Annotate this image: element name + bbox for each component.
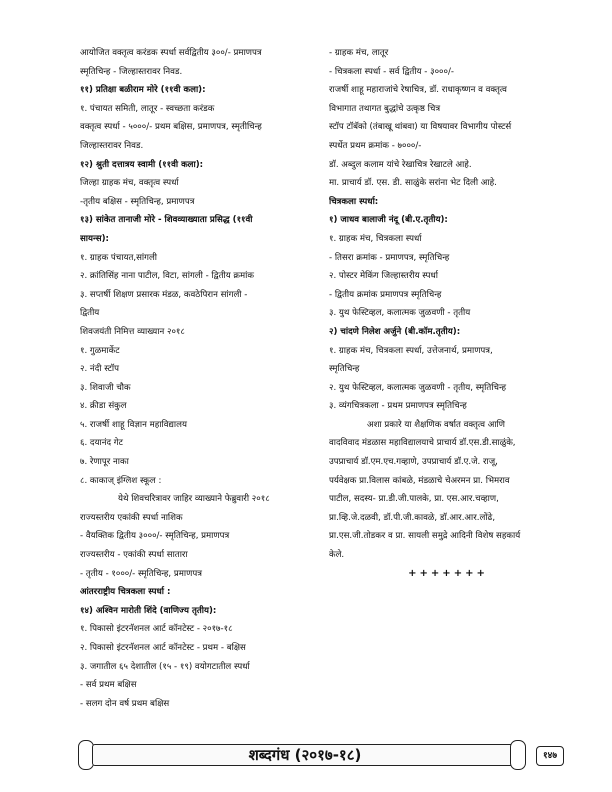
text-line: जिल्हास्तरावर निवड. (80, 140, 144, 151)
text-line: १. ग्राहक पंचायत,सांगली (80, 252, 158, 263)
scroll-right-ornament (510, 740, 526, 770)
text-line: ३. जगातील ६५ देशातील (१५ - १९) वयोगटातील स्पर्धा (80, 661, 250, 672)
text-line: ८. काकाज् इंग्लिश स्कूल : (80, 475, 162, 486)
end-mark: +++++++ (408, 567, 488, 579)
text-line: - वैयक्तिक द्वितीय ३०००/- स्मृतिचिन्ह, प्रमाणपत्र (80, 531, 230, 542)
closing-paragraph (329, 416, 567, 565)
left-column (80, 44, 320, 713)
text-line: १. ग्राहक मंच, चित्रकला स्पर्धा, उत्तेजनार्थ, प्रमाणपत्र, (329, 345, 493, 356)
text-line: स्मृतिचिन्ह - जिल्हास्तरावर निवड. (80, 66, 183, 77)
text-line: डॉ. अब्दुल कलाम यांचे रेखाचित्र रेखाटले आहे. (329, 159, 472, 170)
text-line: २. नंदी स्टॉप (80, 364, 120, 375)
paragraph-line: पर्यवेक्षक प्रा.विलास कांबळे, मंडळाचे चेअरमन प्रा. भिमराव (329, 475, 510, 486)
section-heading: आंतरराष्ट्रीय चित्रकला स्पर्धा : (80, 587, 171, 598)
text-line: ५. राजर्षी शाहू विज्ञान महाविद्यालय (80, 419, 187, 430)
right-column (329, 44, 567, 583)
text-line: स्टॉप टॉबॅको (तंबाखू थांबवा) या विषयावर विभागीय पोस्टर्स (329, 122, 512, 133)
magazine-title: शब्दगंध (२०१७-१८) (248, 746, 362, 764)
paragraph-line: केले. (329, 550, 345, 561)
section-heading: १४) अश्विन मारोती शिंदे (वाणिज्य तृतीय): (80, 605, 217, 616)
paragraph-line: प्रा.एस.जी.तोडकर व प्रा. सायली समुद्रे आदिनी विशेष सहकार्य (329, 531, 521, 542)
section-heading: २) चांदणे निलेश अर्जुने (बी.कॉम.तृतीय): (329, 326, 461, 337)
text-line: २. युथ फेस्टिव्हल, कलात्मक जुळवणी - तृतीय, स्मृतिचिन्ह (329, 382, 507, 393)
text-line: - तृतीय - १०००/- स्मृतिचिन्ह, प्रमाणपत्र (80, 568, 202, 579)
text-line: राजर्षी शाहू महाराजांचे रेषाचित्र, डॉ. राधाकृष्णन व वक्तृत्व (329, 85, 507, 96)
text-line: ७. रेणापूर नाका (80, 457, 129, 468)
text-line: - द्वितीय क्रमांक प्रमाणपत्र स्मृतिचिन्ह (329, 289, 442, 300)
text-line: ४. क्रीडा संकुल (80, 401, 127, 412)
text-line: राज्यस्तरीय - एकांकी स्पर्धा सातारा (80, 550, 188, 561)
text-line: ३. युथ फेस्टिव्हल, कलात्मक जुळवणी - तृतीय (329, 308, 471, 319)
text-line: राज्यस्तरीय एकांकी स्पर्धा नाशिक (80, 512, 183, 523)
text-line: स्मृतिचिन्ह (329, 364, 360, 375)
text-line: १. ग्राहक मंच, चित्रकला स्पर्धा (329, 233, 422, 244)
paragraph-line: वादविवाद मंडळास महाविद्यालयाचे प्राचार्य डॉ.एस.डी.साळुंके, (329, 438, 516, 449)
text-line: जिल्हा ग्राहक मंच, वक्तृत्व स्पर्धा (80, 178, 179, 189)
section-heading: १) जाधव बालाजी नंदू (बी.ए.तृतीय): (329, 215, 448, 226)
text-line: -तृतीय बक्षिस - स्मृतिचिन्ह, प्रमाणपत्र (80, 196, 195, 207)
section-heading: १३) सांकेत तानाजी मोरे - शिवव्याख्याता प्रसिद्ध (११वी (80, 215, 253, 226)
text-line: ३. व्यंगचित्रकला - प्रथम प्रमाणपत्र स्मृतिचिन्ह (329, 401, 467, 412)
text-line: १. पंचायत समिती, लातूर - स्वच्छता करंडक (80, 103, 215, 114)
text-line: १. पिकासो इंटरनॅशनल आर्ट कॉनटेस्ट - २०१७-१८ (80, 624, 233, 635)
section-heading: चित्रकला स्पर्धा: (329, 196, 379, 207)
text-line: - सर्व प्रथम बक्षिस (80, 680, 137, 691)
text-line: २. क्रांतिसिंह नाना पाटील, विटा, सांगली - द्वितीय क्रमांक (80, 271, 254, 282)
text-line: स्पर्धेत प्रथम क्रमांक - ७०००/- (329, 140, 422, 151)
text-line: आयोजित वक्तृत्व करंडक स्पर्धा सर्वद्वितीय ३००/- प्रमाणपत्र (80, 48, 262, 58)
text-line: ३. शिवाजी चौक (80, 382, 131, 393)
page-number: १४७ (536, 746, 564, 766)
text-line: २. पोस्टर मेकिंग जिल्हास्तरीय स्पर्धा (329, 271, 439, 282)
banner-frame (92, 744, 518, 766)
text-line: द्वितीय (80, 308, 100, 319)
section-heading: सायन्स): (80, 233, 109, 244)
text-line: वक्तृत्व स्पर्धा - ५०००/- प्रथम बक्षिस, प्रमाणपत्र, स्मृतीचिन्ह (80, 122, 262, 133)
paragraph-line: प्रा.व्हि.जे.दळवी, डॉ.पी.जी.कावळे, डॉ.आर.आर.लोंढे, (329, 512, 496, 523)
text-line: - तिसरा क्रमांक - प्रमाणपत्र, स्मृतिचिन्ह (329, 252, 450, 263)
text-line: ३. सप्तर्षी शिक्षण प्रसारक मंडळ, कवठेपिरान सांगली - (80, 289, 248, 300)
paragraph-line: पाटील, सदस्य- प्रा.डी.जी.पालके, प्रा. एस.आर.चव्हाण, (329, 494, 499, 505)
right-column-lines (329, 44, 567, 416)
paragraph-line: अशा प्रकारे या शैक्षणिक वर्षात वक्तृत्व आणि (367, 419, 505, 430)
text-line: शिवजयंती निमित्त व्याख्यान २०१८ (80, 326, 185, 337)
section-heading: १२) श्रुती दत्तात्रय स्वामी (११वी कला): (80, 159, 204, 170)
text-line: - ग्राहक मंच, लातूर (329, 48, 389, 58)
text-line: मा. प्राचार्य डॉ. एस. डी. साळुंके सरांना भेट दिली आहे. (329, 178, 497, 189)
text-line: १. गुळमार्केट (80, 345, 120, 356)
paragraph-line: उपप्राचार्य डॉ.एम.एच.गव्हाणे, उपप्राचार्य डॉ.ए.जे. राजू, (329, 457, 498, 468)
footer-banner (74, 740, 558, 770)
text-line: ६. दयानंद गेट (80, 438, 123, 449)
text-line: - सलग दोन वर्ष प्रथम बक्षिस (80, 698, 170, 709)
text-line: येथे शिवचरित्रावर जाहिर व्याख्याने फेब्रुवारी २०१८ (118, 494, 270, 505)
text-line: २. पिकासो इंटरनॅशनल आर्ट कॉनटेस्ट - प्रथम - बक्षिस (80, 643, 246, 653)
text-line: - चित्रकला स्पर्धा - सर्व द्वितीय - ३०००/- (329, 66, 454, 77)
section-heading: ११) प्रतिक्षा बळीराम मोरे (११वी कला): (80, 85, 206, 96)
text-line: विभागात तथागत बुद्धांचे उत्कृष्ठ चित्र (329, 103, 441, 114)
